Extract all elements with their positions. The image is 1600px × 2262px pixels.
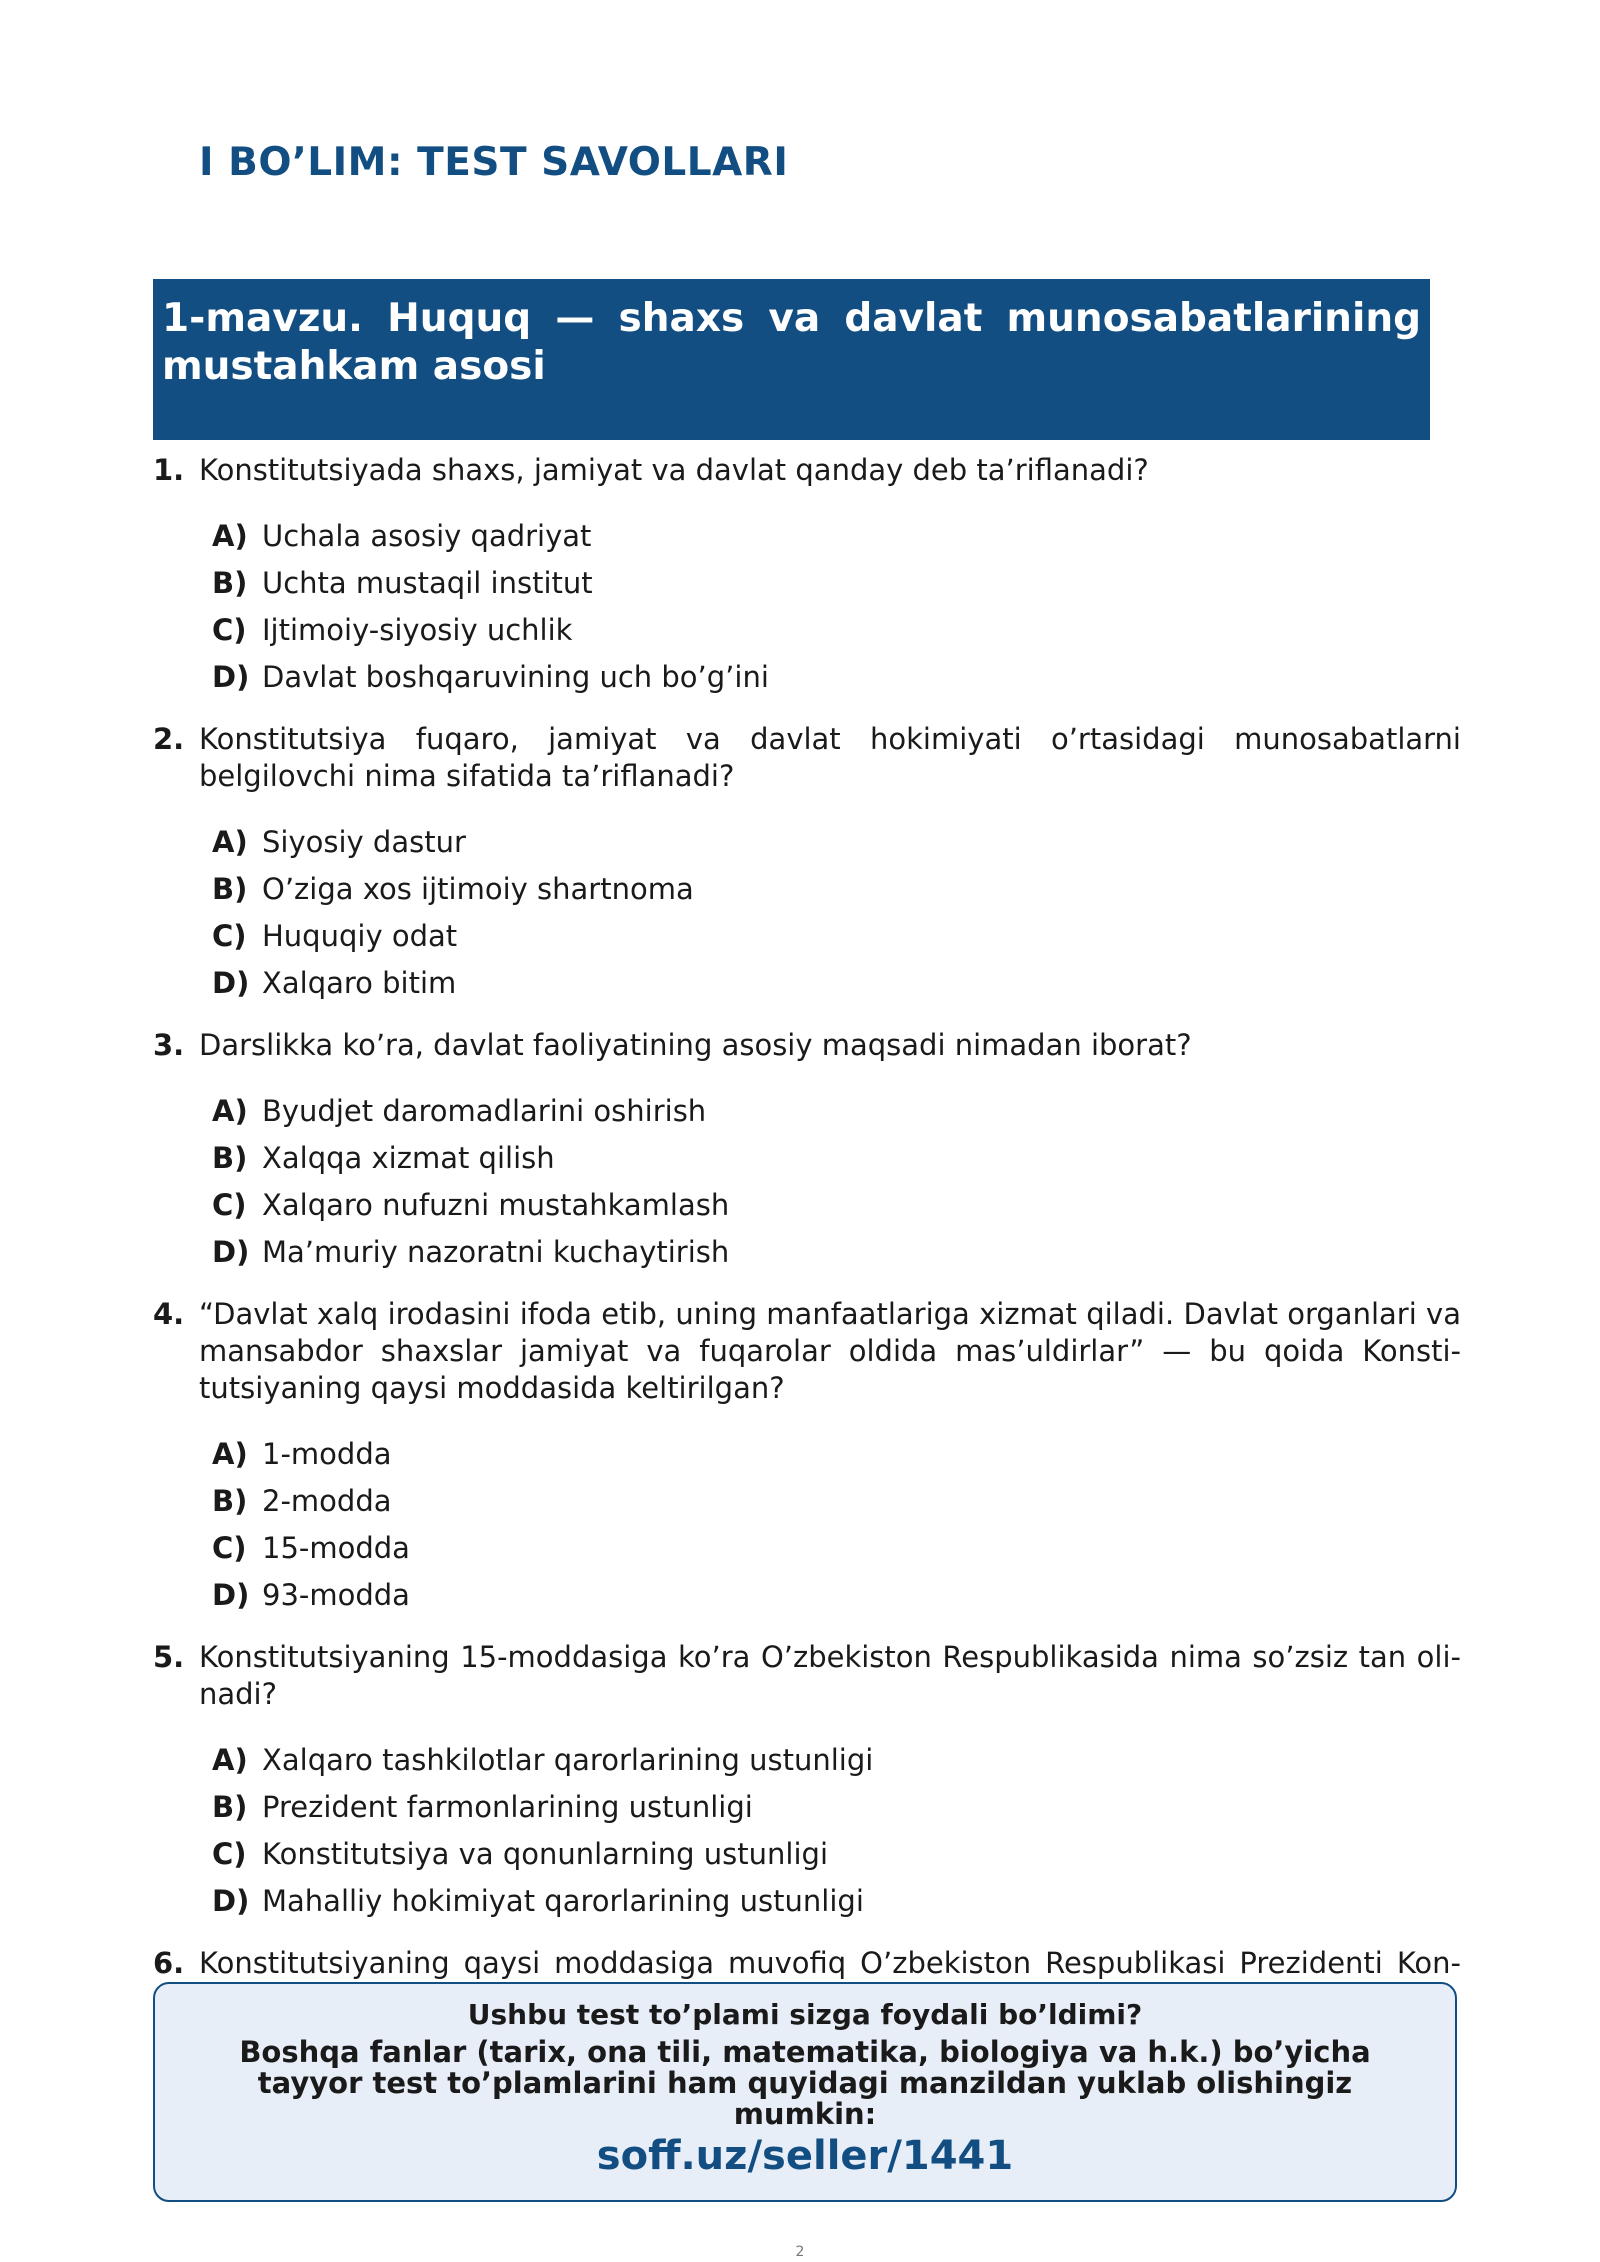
option-letter: D) — [212, 1578, 250, 1612]
option-text: 1-modda — [262, 1437, 392, 1471]
option-text: 15-modda — [262, 1531, 410, 1565]
option-text: 2-modda — [262, 1484, 392, 1518]
answer-option — [212, 913, 1483, 960]
question-text: Konstitutsiyaning 15-moddasiga ko’ra O’zbekiston Respublikasida nima so’zsiz tan olinadi? — [199, 1640, 1461, 1711]
option-letter: C) — [212, 1531, 247, 1565]
option-letter: C) — [212, 1837, 247, 1871]
answer-option — [212, 607, 1483, 654]
option-text: Byudjet daromadlarini oshirish — [262, 1094, 707, 1128]
answer-option — [212, 866, 1483, 913]
answer-option — [212, 513, 1483, 560]
answer-option — [212, 654, 1483, 701]
promo-question: Ushbu test to’plami sizga foydali bo’ldimi? — [467, 1998, 1143, 2031]
question-text: Darslikka ko’ra, davlat faoliyatining asosiy maqsadi nimadan iborat? — [199, 1028, 1192, 1062]
answer-options — [212, 1088, 1483, 1276]
option-letter: D) — [212, 660, 250, 694]
question-1 — [153, 452, 1483, 701]
topic-title: 1-mavzu. Huquq — shaxs va davlat munosabatlarining mustahkam asosi — [162, 296, 1421, 389]
question-number: 1. — [153, 453, 185, 487]
option-text: Davlat boshqaruvining uch bo’g’ini — [262, 660, 769, 694]
question-2 — [153, 721, 1483, 1007]
option-letter: B) — [212, 1141, 248, 1175]
question-number: 6. — [153, 1946, 185, 1979]
option-text: Xalqqa xizmat qilish — [262, 1141, 555, 1175]
option-text: Ma’muriy nazoratni kuchaytirish — [262, 1235, 730, 1269]
option-letter: D) — [212, 1235, 250, 1269]
answer-option — [212, 1182, 1483, 1229]
answer-option — [212, 1784, 1483, 1831]
answer-option — [212, 1831, 1483, 1878]
option-text: Huquqiy odat — [262, 919, 458, 953]
question-4 — [153, 1296, 1483, 1619]
question-text: Konstitutsiyaning qaysi moddasiga muvofiq O’zbekiston Respublikasi Prezidenti Kon — [199, 1946, 1461, 1979]
answer-option — [212, 960, 1483, 1007]
answer-option — [212, 560, 1483, 607]
answer-options — [212, 1737, 1483, 1925]
option-letter: A) — [212, 519, 248, 553]
section-title: I BO’LIM: TEST SAVOLLARI — [199, 140, 789, 185]
option-letter: A) — [212, 1743, 248, 1777]
answer-option — [212, 1229, 1483, 1276]
promo-box — [153, 1982, 1457, 2202]
answer-option — [212, 1088, 1483, 1135]
option-letter: A) — [212, 1094, 248, 1128]
question-5 — [153, 1639, 1483, 1925]
question-number: 5. — [153, 1640, 185, 1674]
answer-option — [212, 1478, 1483, 1525]
page-number: 2 — [795, 2244, 805, 2260]
question-text: Konstitutsiya fuqaro, jamiyat va davlat hokimiyati o’rtasidagi munosabatlarni belgilovchi nima sifatida ta’riflanadi? — [199, 722, 1461, 793]
answer-options — [212, 1431, 1483, 1619]
question-number: 2. — [153, 722, 185, 756]
option-letter: B) — [212, 566, 248, 600]
answer-option — [212, 1431, 1483, 1478]
answer-option — [212, 1135, 1483, 1182]
option-letter: B) — [212, 1790, 248, 1824]
topic-header — [153, 279, 1430, 440]
option-letter: A) — [212, 825, 248, 859]
option-text: Xalqaro bitim — [262, 966, 457, 1000]
answer-option — [212, 1737, 1483, 1784]
option-text: Xalqaro nufuzni mustahkamlash — [262, 1188, 730, 1222]
option-letter: D) — [212, 1884, 250, 1918]
answer-option — [212, 819, 1483, 866]
answer-option — [212, 1878, 1483, 1925]
option-text: O’ziga xos ijtimoiy shartnoma — [262, 872, 694, 906]
promo-link[interactable]: soff.uz/seller/1441 — [596, 2133, 1014, 2179]
option-text: Ijtimoiy-siyosiy uchlik — [262, 613, 573, 647]
option-letter: D) — [212, 966, 250, 1000]
option-text: Uchala asosiy qadriyat — [262, 519, 592, 553]
option-letter: C) — [212, 1188, 247, 1222]
promo-body: Boshqa fanlar (tarix, ona tili, matematika, biologiya va h.k.) bo’yicha tayyor test to’plamlarini ham quyidagi manzildan yuklab olishingiz mumkin: — [239, 2035, 1371, 2131]
question-number: 3. — [153, 1028, 185, 1062]
answer-option — [212, 1525, 1483, 1572]
question-number: 4. — [153, 1297, 185, 1331]
option-letter: B) — [212, 872, 248, 906]
option-text: Mahalliy hokimiyat qarorlarining ustunligi — [262, 1884, 864, 1918]
answer-options — [212, 513, 1483, 701]
option-letter: C) — [212, 919, 247, 953]
option-letter: C) — [212, 613, 247, 647]
question-list — [153, 452, 1483, 1979]
option-text: Siyosiy dastur — [262, 825, 466, 859]
answer-options — [212, 819, 1483, 1007]
answer-option — [212, 1572, 1483, 1619]
option-text: Xalqaro tashkilotlar qarorlarining ustunligi — [262, 1743, 874, 1777]
question-text: Konstitutsiyada shaxs, jamiyat va davlat qanday deb ta’riflanadi? — [199, 453, 1149, 487]
question-text: “Davlat xalq irodasini ifoda etib, uning manfaatlariga xizmat qiladi. Davlat organlari va mansabdor shaxslar jamiyat va fuqarolar oldida mas’uldirlar” — bu qoida Konstitutsiyaning qaysi moddasida keltirilgan? — [199, 1297, 1461, 1405]
option-text: Prezident farmonlarining ustunligi — [262, 1790, 753, 1824]
option-letter: B) — [212, 1484, 248, 1518]
option-letter: A) — [212, 1437, 248, 1471]
option-text: 93-modda — [262, 1578, 410, 1612]
option-text: Uchta mustaqil institut — [262, 566, 593, 600]
question-6 — [153, 1945, 1483, 1979]
question-3 — [153, 1027, 1483, 1276]
option-text: Konstitutsiya va qonunlarning ustunligi — [262, 1837, 828, 1871]
